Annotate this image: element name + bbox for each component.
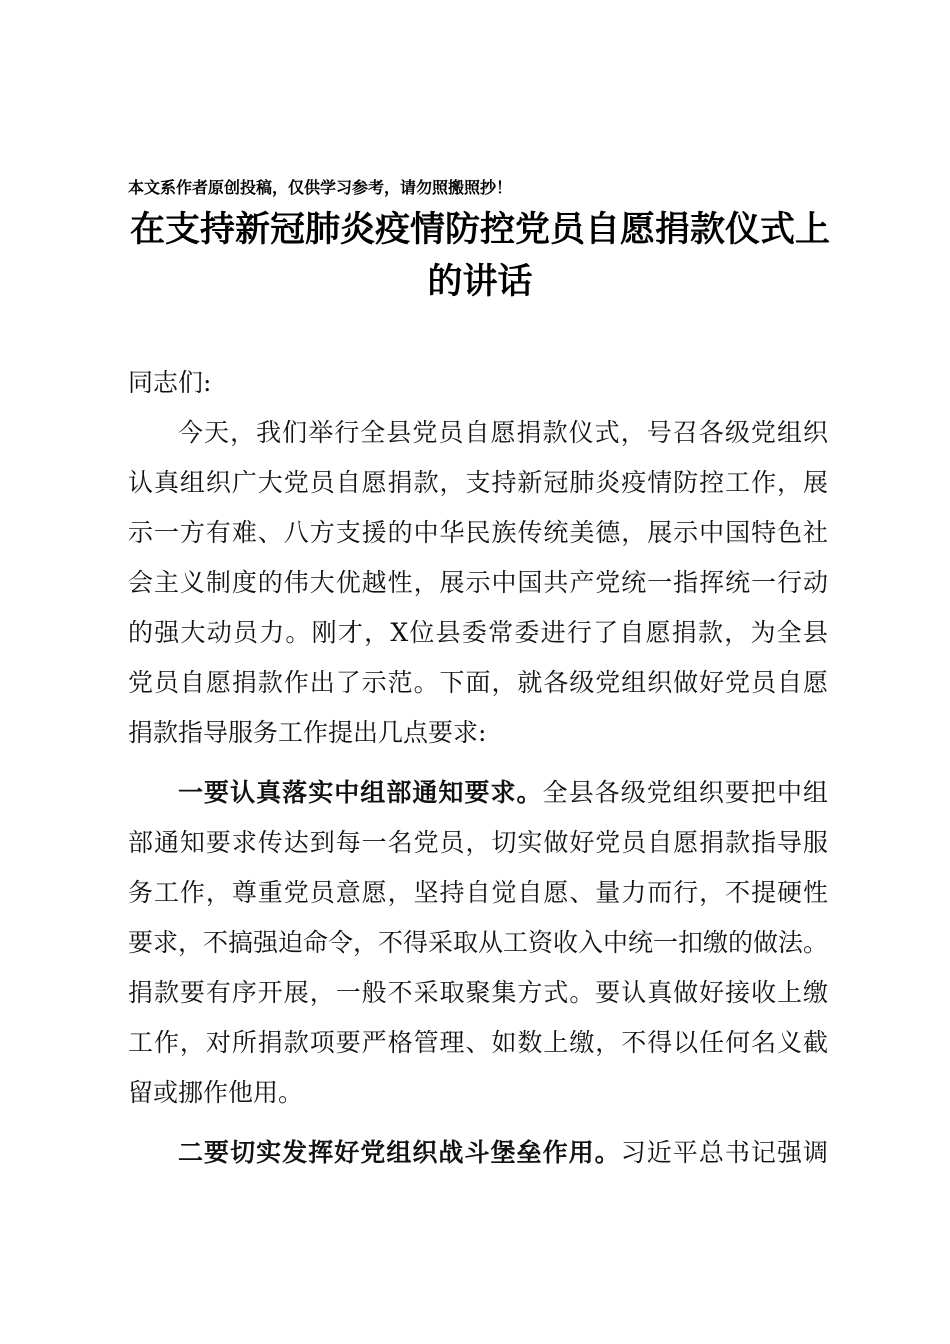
paragraph-line: 党员自愿捐款作出了示范。下面，就各级党组织做好党员自愿 <box>128 668 828 697</box>
document-title <box>110 204 850 308</box>
paragraph-line: 会主义制度的伟大优越性，展示中国共产党统一指挥统一行动 <box>128 568 828 597</box>
document-body <box>128 358 828 1178</box>
salutation: 同志们: <box>128 368 212 397</box>
paragraph-intro <box>128 408 828 758</box>
title-line-1: 在支持新冠肺炎疫情防控党员自愿捐款仪式上 <box>129 209 830 250</box>
paragraph-line: 示一方有难、八方支援的中华民族传统美德，展示中国特色社 <box>128 518 828 547</box>
copyright-notice: 本文系作者原创投稿，仅供学习参考，请勿照搬照抄！ <box>128 178 513 197</box>
paragraph-line: 今天，我们举行全县党员自愿捐款仪式，号召各级党组织 <box>178 418 828 447</box>
title-line-2: 的讲话 <box>427 261 533 302</box>
paragraph-point-2 <box>128 1128 828 1178</box>
paragraph-line: 留或挪作他用。 <box>128 1078 304 1107</box>
point-1-text: 全县各级党组织要把中组 <box>542 778 828 807</box>
point-2-heading: 二要切实发挥好党组织战斗堡垒作用。 <box>178 1138 621 1167</box>
paragraph-line: 认真组织广大党员自愿捐款，支持新冠肺炎疫情防控工作，展 <box>128 468 828 497</box>
paragraph-line <box>128 1128 828 1178</box>
paragraph-line: 工作，对所捐款项要严格管理、如数上缴，不得以任何名义截 <box>128 1028 828 1057</box>
paragraph-line: 务工作，尊重党员意愿，坚持自觉自愿、量力而行，不提硬性 <box>128 878 828 907</box>
point-1-heading: 一要认真落实中组部通知要求。 <box>178 778 543 807</box>
paragraph-point-1 <box>128 768 828 1118</box>
paragraph-line <box>128 768 828 818</box>
paragraph-line: 部通知要求传达到每一名党员，切实做好党员自愿捐款指导服 <box>128 828 828 857</box>
paragraph-line: 捐款指导服务工作提出几点要求: <box>128 718 487 747</box>
paragraph-line: 的强大动员力。刚才，X位县委常委进行了自愿捐款，为全县 <box>128 618 828 647</box>
paragraph-line: 要求，不搞强迫命令，不得采取从工资收入中统一扣缴的做法。 <box>128 928 829 957</box>
point-2-text: 习近平总书记强调 <box>620 1138 828 1167</box>
paragraph-line: 捐款要有序开展，一般不采取聚集方式。要认真做好接收上缴 <box>128 978 828 1007</box>
